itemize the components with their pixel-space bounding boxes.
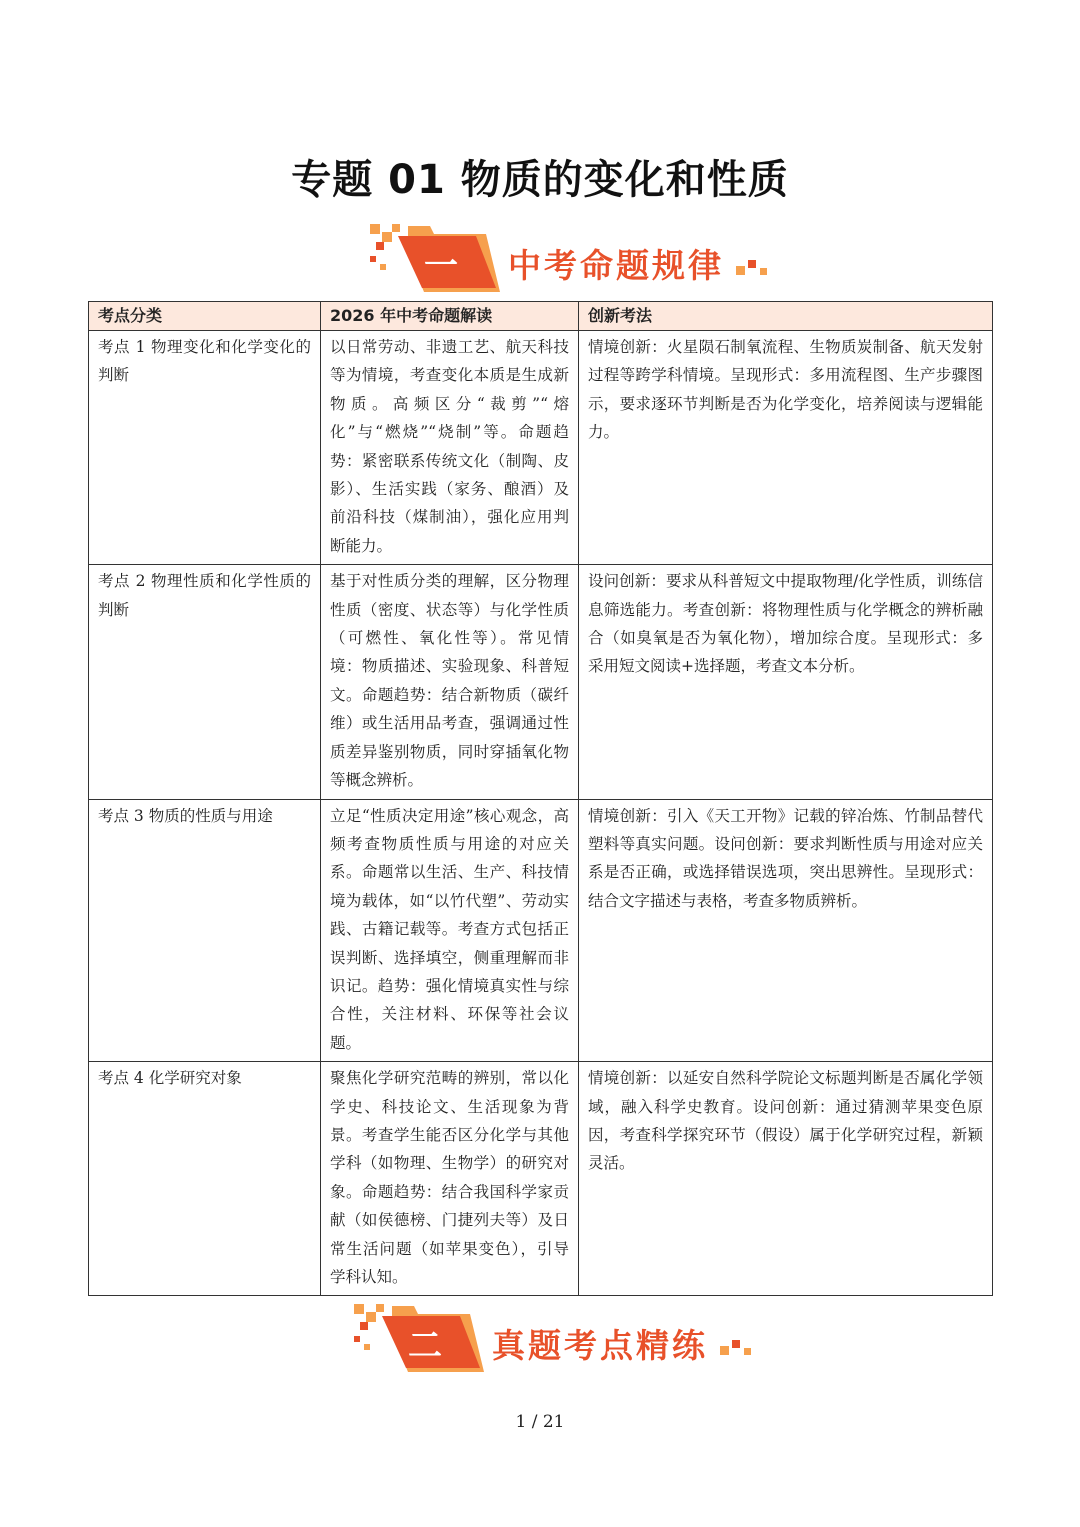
innovation-cell: 情境创新：火星陨石制氧流程、生物质炭制备、航天发射过程等跨学科情境。呈现形式：多用流程图、生产步骤图示，要求逐环节判断是否为化学变化，培养阅读与逻辑能力。 [579,331,993,565]
section-banner-2 [352,1302,762,1382]
table-row [89,1062,993,1296]
innovation-cell: 设问创新：要求从科普短文中提取物理/化学性质，训练信息筛选能力。考查创新：将物理性质与化学概念的辨析融合（如臭氧是否为氧化物），增加综合度。呈现形式：多采用短文阅读+选择题，考查文本分析。 [579,565,993,799]
innovation-cell: 情境创新：以延安自然科学院论文标题判断是否属化学领域，融入科学史教育。设问创新：通过猜测苹果变色原因，考查科学探究环节（假设）属于化学研究过程，新颖灵活。 [579,1062,993,1296]
page-number: 1 / 21 [515,1412,565,1432]
table-header-cell: 2026 年中考命题解读 [321,302,579,331]
interpretation-cell: 基于对性质分类的理解，区分物理性质（密度、状态等）与化学性质（可燃性、氧化性等）。常见情境：物质描述、实验现象、科普短文。命题趋势：结合新物质（碳纤维）或生活用品考查，强调通过性质差异鉴别物质，同时穿插氧化物等概念辨析。 [321,565,579,799]
section-title: 中考命题规律 [508,246,724,285]
section-number: 二 [408,1326,442,1366]
table-header-cell: 考点分类 [89,302,321,331]
page-title: 专题 01 物质的变化和性质 [291,157,789,203]
category-cell: 考点 3 物质的性质与用途 [89,799,321,1062]
interpretation-cell: 立足“性质决定用途”核心观念，高频考查物质性质与用途的对应关系。命题常以生活、生产、科技情境为载体，如“以竹代塑”、劳动实践、古籍记载等。考查方式包括正误判断、选择填空，侧重理解而非识记。趋势：强化情境真实性与综合性，关注材料、环保等社会议题。 [321,799,579,1062]
section-title: 真题考点精练 [492,1326,708,1365]
category-cell: 考点 4 化学研究对象 [89,1062,321,1296]
section-banner-1 [368,222,778,302]
interpretation-cell: 以日常劳动、非遗工艺、航天科技等为情境，考查变化本质是生成新物质。高频区分“裁剪”“熔化”与“燃烧”“烧制”等。命题趋势：紧密联系传统文化（制陶、皮影）、生活实践（家务、酿酒）及前沿科技（煤制油），强化应用判断能力。 [321,331,579,565]
category-cell: 考点 1 物理变化和化学变化的判断 [89,331,321,565]
section-number: 一 [424,246,458,286]
table-row [89,799,993,1062]
table-header-cell: 创新考法 [579,302,993,331]
table-header-row [89,302,993,331]
innovation-cell: 情境创新：引入《天工开物》记载的锌冶炼、竹制品替代塑料等真实问题。设问创新：要求判断性质与用途对应关系是否正确，或选择错误选项，突出思辨性。呈现形式：结合文字描述与表格，考查多物质辨析。 [579,799,993,1062]
category-cell: 考点 2 物理性质和化学性质的判断 [89,565,321,799]
interpretation-cell: 聚焦化学研究范畴的辨别，常以化学史、科技论文、生活现象为背景。考查学生能否区分化学与其他学科（如物理、生物学）的研究对象。命题趋势：结合我国科学家贡献（如侯德榜、门捷列夫等）及日常生活问题（如苹果变色），引导学科认知。 [321,1062,579,1296]
exam-analysis-table [88,301,993,1296]
table-row [89,331,993,565]
table-row [89,565,993,799]
